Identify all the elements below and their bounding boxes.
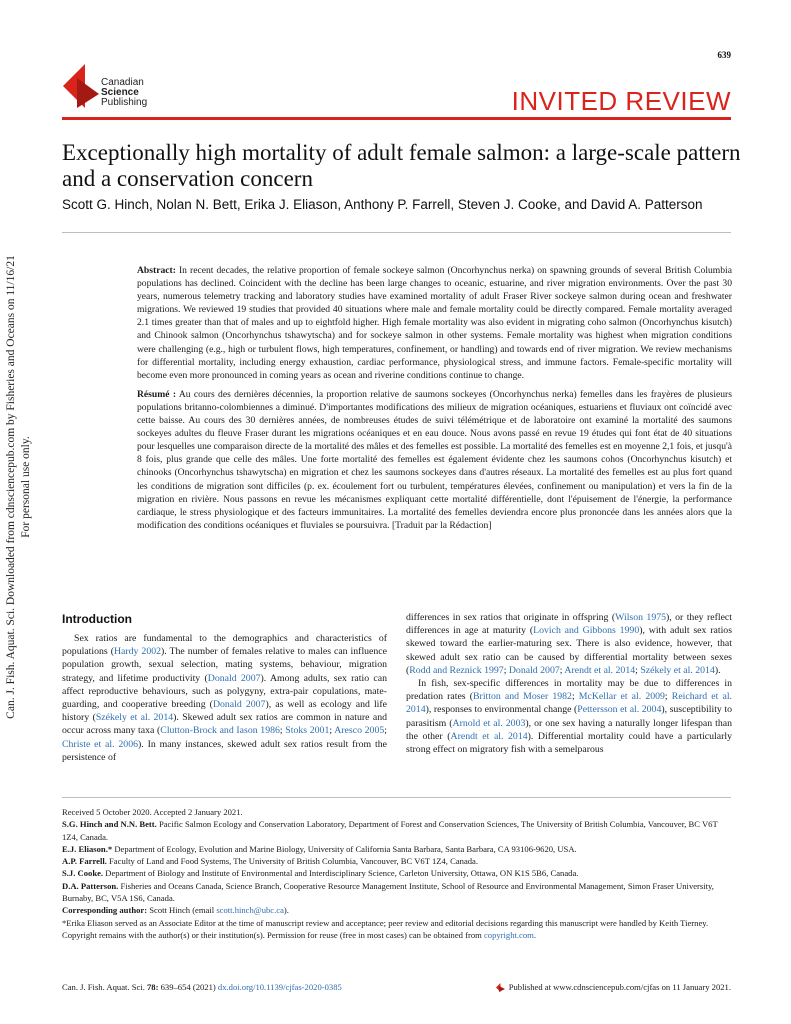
logo-line-1: Canadian (101, 77, 144, 88)
body-text: ). Skewed adult sex ratios are common in nature and occur across many taxa ( (62, 712, 387, 737)
journal-name: Can. J. Fish. Aquat. Sci. (62, 982, 147, 992)
affiliation-text: Fisheries and Oceans Canada, Science Branch, Cooperative Resource Management Institute, School of Resource and Environmental Management, Simon Fraser University, Burnaby, BC, V5A 1S6, Canada. (62, 880, 714, 904)
corresponding-author (62, 904, 732, 916)
affiliation-name: S.J. Cooke. (62, 868, 104, 879)
email-link[interactable]: scott.hinch@ubc.ca (216, 905, 284, 916)
watermark-line-1: Can. J. Fish. Aquat. Sci. Downloaded from cdnsciencepub.com by Fisheries and Oceans on 11/16/21 (5, 255, 17, 719)
affiliation-name: D.A. Patterson. (62, 880, 119, 891)
resume-text: Au cours des dernières décennies, la proportion relative de saumons sockeyes (Oncorhynchus nerka) femelles dans les frayères de plusieurs populations britanno-colombiennes a diminué. D'importantes modifications des milieux de migration océaniques, estuariens et fluviaux ont coïncidé avec cette baisse. Au cours des 30 dernières années, de nombreuses études de suivi télémétrique et de laboratoire ont examiné la mortalité des saumons sockeyes adultes du fleuve Fraser durant les migrations océaniques et en eau douce. Nous avons passé en revue 19 études qui font état de 40 situations pour lesquelles une comparaison directe de la mortalité des mâles et des femelles est possible. La mortalité des femelles est en moyenne 2,1 fois, et jusqu'à 8 fois, plus grande que celle des mâles. Une forte mortalité des femelles est également évidente chez les saumons cohos (Oncorhynchus kisutch) et chinooks (Oncorhynchus tshawytscha) en migration et chez les saumons sockeyes dans d'autres réseaux. La mortalité des femelles est au plus fort quand les conditions de migration sont difficiles (p. ex. écoulement fort ou turbulent, températures élevées, confinement ou manipulation) et vers la fin de la migration en rivière. Nous passons en revue les mécanismes expliquant cette mortalité différentielle, dont l'épuisement de l'énergie, la performance cardiaque, le stress physiologique et des facteurs immunitaires. La mortalité des femelles deviendra encore plus prononcée dans les années alors que la modification des conditions océaniques et fluviales se poursuivra. [Traduit par la Rédaction] (137, 388, 732, 531)
publisher-logo (63, 64, 203, 124)
footnotes (62, 806, 732, 941)
citation-link[interactable]: Arendt et al. 2014 (564, 664, 636, 676)
citation-link[interactable]: Pettersson et al. 2004 (577, 704, 662, 716)
download-watermark (4, 252, 38, 722)
affiliation (62, 843, 732, 855)
affiliation-text: Pacific Salmon Ecology and Conservation Laboratory, Department of Forest and Conservation Sciences, The University of British Columbia, Vancouver, BC V6T 1Z4, Canada. (62, 819, 718, 842)
header-rule (62, 117, 731, 120)
editor-note: *Erika Eliason served as an Associate Editor at the time of manuscript review and acceptance; peer review and editorial decisions regarding this manuscript were handled by Keith Tierney. (62, 917, 709, 928)
intro-column-right (406, 611, 732, 756)
intro-paragraph (406, 611, 732, 677)
title-divider (62, 232, 731, 233)
citation-link[interactable]: Aresco 2005 (334, 725, 385, 737)
citation-link[interactable]: Arnold et al. 2003 (452, 717, 526, 729)
citation-link[interactable]: Wilson 1975 (615, 612, 667, 623)
affiliation (62, 818, 732, 843)
copyright-text: Copyright remains with the author(s) or their institution(s). Permission for reuse (free in most cases) can be obtained from (62, 929, 484, 940)
published-text: Published at www.cdnsciencepub.com/cjfas on 11 January 2021. (508, 982, 731, 992)
citation-link[interactable]: Christe et al. 2006 (62, 738, 139, 750)
journal-citation (62, 982, 342, 992)
citation-link[interactable]: Donald 2007 (508, 664, 560, 676)
footnote-divider (62, 797, 731, 798)
body-text: ). In many instances, skewed adult sex ratios result from the persistence of (62, 738, 387, 763)
corresponding-text: Scott Hinch (email (149, 905, 217, 916)
intro-column-left (62, 632, 387, 764)
body-text: differences in sex ratios that originate in offspring ( (406, 612, 616, 623)
body-text: ; (503, 664, 509, 676)
body-text: ; (571, 691, 579, 703)
affiliation (62, 855, 732, 867)
affiliation-text: Department of Ecology, Evolution and Marine Biology, University of California Santa Barbara, Santa Barbara, CA 93106-9620, USA. (114, 843, 577, 854)
logo-line-2: Science (101, 87, 139, 98)
body-text: ), as well as ecology and life history ( (62, 699, 387, 724)
body-text: ). (714, 664, 721, 676)
body-text: ; (279, 725, 286, 737)
affiliation (62, 880, 732, 905)
body-text: ). Among adults, sex ratio can affect reproductive behaviours, such as polygyny, extra-pair copulations, mate-guarding, and cooperative breeding ( (62, 672, 387, 711)
body-text: ), or one sex having a naturally longer lifespan than the other ( (406, 717, 732, 742)
publisher-logo-text (101, 78, 147, 108)
section-heading-introduction: Introduction (62, 612, 132, 626)
affiliation-name: A.P. Farrell. (62, 856, 107, 867)
abstract-english (137, 264, 732, 382)
abstract-text: In recent decades, the relative proportion of female sockeye salmon (Oncorhynchus nerka) on spawning grounds of several British Columbia populations has declined. Coincident with the decline has been large changes to oceanic, estuarine, and river migration environments. Over the past 30 years, numerous telemetry tracking and laboratory studies have examined mortality of adult Fraser River sockeye salmon during ocean and freshwater migrations. We reviewed 19 studies that provided 40 situations where male and female mortality could be directly compared. Female mortality averaged 2.1 times greater than that of males and up to eightfold higher. High female mortality was also evident in migrating coho salmon (Oncorhynchus kisutch) and Chinook salmon (Oncorhynchus tshawytscha) and for sockeye salmon in other systems. Female mortality was highest when migration conditions were challenging (e.g., high or turbulent flows, high temperatures, confinement, or handling) and towards end of river migration. We review mechanisms for differential mortality, including energy exhaustion, cardiac performance, physiological stress, and immune factors. Female-specific mortality will become even more pronounced in coming years as ocean and riverine conditions continue to change. (137, 265, 732, 381)
author-list: Scott G. Hinch, Nolan N. Bett, Erika J. Eliason, Anthony P. Farrell, Steven J. Cooke, and David A. Patterson (62, 197, 703, 212)
copyright-link[interactable]: copyright.com (483, 929, 534, 940)
doi-link[interactable]: dx.doi.org/10.1139/cjfas-2020-0385 (217, 982, 342, 992)
copyright-notice (62, 929, 732, 941)
citation-link[interactable]: Arendt et al. 2014 (450, 730, 528, 742)
body-text: ; (664, 691, 672, 703)
citation-link[interactable]: Székely et al. 2014 (640, 664, 715, 676)
corresponding-text: ). (283, 905, 289, 916)
abstract-block (137, 264, 732, 538)
citation-link[interactable]: Stoks 2001 (285, 725, 330, 737)
body-text: In fish, sex-specific differences in mortality may be due to differences in predation rates ( (406, 678, 732, 703)
citation-link[interactable]: McKellar et al. 2009 (578, 691, 665, 703)
body-text: ; (329, 725, 335, 737)
affiliation-text: Department of Biology and Institute of Environmental and Interdisciplinary Science, Carleton University, Ottawa, ON K1S 5B6, Canada. (105, 868, 579, 879)
body-text: ; (384, 725, 387, 737)
body-text: ), responses to environmental change ( (425, 704, 578, 716)
affiliation (62, 867, 732, 879)
citation-link[interactable]: Clutton-Brock and Iason 1986 (160, 725, 280, 737)
body-text: Sex ratios are fundamental to the demographics and characteristics of populations ( (62, 633, 387, 658)
article-title: Exceptionally high mortality of adult female salmon: a large-scale pattern and a conservation concern (62, 140, 741, 191)
body-text: ; (559, 664, 565, 676)
intro-paragraph (406, 677, 732, 756)
citation-link[interactable]: Rodd and Reznick 1997 (409, 664, 504, 676)
abstract-label: Abstract: (137, 265, 176, 276)
affiliation-name: E.J. Eliason.* (62, 843, 113, 854)
corresponding-label: Corresponding author: (62, 905, 148, 916)
journal-pages: 639–654 (2021) (158, 982, 218, 992)
citation-link[interactable]: Hardy 2002 (113, 646, 162, 658)
received-dates: Received 5 October 2020. Accepted 2 January 2021. (62, 807, 243, 817)
citation-link[interactable]: Donald 2007 (212, 699, 266, 711)
body-text: ), susceptibility to parasitism ( (406, 704, 732, 729)
section-label: INVITED REVIEW (511, 86, 731, 116)
body-text: ; (635, 664, 641, 676)
citation-link[interactable]: Donald 2007 (207, 672, 261, 684)
resume-label: Résumé : (137, 388, 177, 400)
page-number: 639 (717, 50, 731, 60)
citation-link[interactable]: Britton and Moser 1982 (473, 691, 572, 703)
citation-link[interactable]: Reichard et al. 2014 (406, 691, 732, 716)
publisher-mark-icon (496, 983, 505, 992)
body-text: ), with adult sex ratios skewed toward the earlier-maturing sex. There is also evidence, however, that skewed adult sex ratio can be caused by differential mortality between sexes ( (406, 625, 733, 676)
body-text: ), or they reflect differences in age at maturity ( (406, 612, 732, 637)
citation-link[interactable]: Székely et al. 2014 (95, 712, 174, 724)
affiliation-text: Faculty of Land and Food Systems, The University of British Columbia, Vancouver, BC V6T 1Z4, Canada. (109, 856, 479, 867)
logo-line-3: Publishing (101, 97, 148, 108)
watermark-line-2: For personal use only. (20, 436, 32, 538)
citation-link[interactable]: Lovich and Gibbons 1990 (533, 625, 640, 637)
affiliation-name: S.G. Hinch and N.N. Bett. (62, 819, 157, 830)
journal-volume: 78: (147, 982, 159, 992)
publisher-logo-mark (63, 64, 99, 108)
published-line (496, 982, 731, 992)
abstract-french (137, 388, 732, 532)
body-text: ). Differential mortality could have a particularly strong effect on migratory fish with a semelparous (406, 730, 732, 756)
copyright-text: . (533, 929, 536, 940)
body-text: ). The number of females relative to males can influence population growth, sexual selection, mating systems, behaviour, migration strategy, and lifetime productivity ( (62, 646, 388, 684)
